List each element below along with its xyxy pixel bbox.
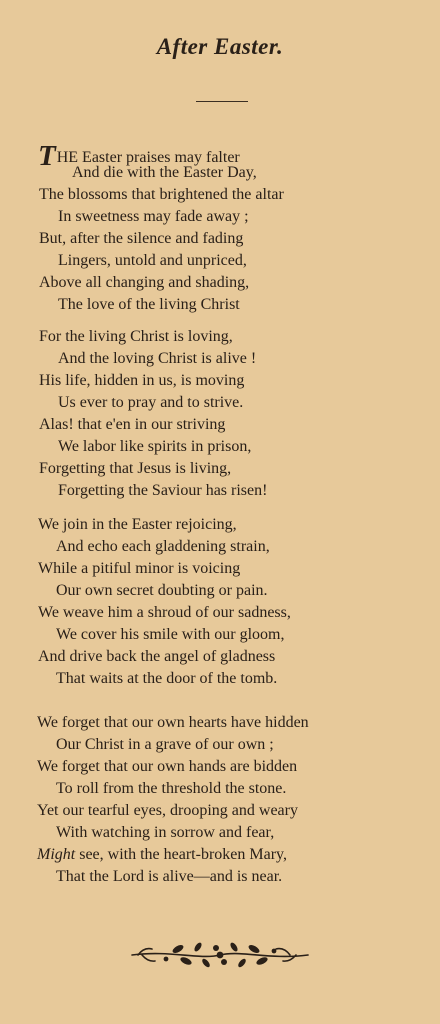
poem-line: Forgetting that Jesus is living,: [39, 460, 232, 477]
poem-line: With watching in sorrow and fear,: [56, 824, 275, 841]
poem-line: Above all changing and shading,: [39, 274, 250, 291]
poem-line: That the Lord is alive—and is near.: [56, 868, 283, 885]
poem-line: Our own secret doubting or pain.: [56, 582, 268, 599]
poem-line: We forget that our own hearts have hidden: [37, 714, 309, 731]
poem-title: After Easter.: [156, 34, 284, 59]
poem-line: We forget that our own hands are bidden: [37, 758, 298, 775]
floral-ornament-icon: [130, 938, 310, 972]
poem-line: And drive back the angel of gladness: [38, 648, 276, 665]
poem-line: The blossoms that brightened the altar: [39, 186, 284, 203]
poem-line: Might see, with the heart-broken Mary,: [37, 846, 287, 863]
poem-line: Our Christ in a grave of our own ;: [56, 736, 274, 753]
poem-line: And the loving Christ is alive !: [58, 350, 257, 367]
poem-line: The love of the living Christ: [58, 296, 240, 313]
poem-line: Yet our tearful eyes, drooping and weary: [37, 802, 298, 819]
poem-line: While a pitiful minor is voicing: [38, 560, 241, 577]
poem-line: We join in the Easter rejoicing,: [38, 516, 237, 533]
poem-line: Forgetting the Saviour has risen!: [58, 482, 268, 499]
poem-line: We labor like spirits in prison,: [58, 438, 252, 455]
poem-line: That waits at the door of the tomb.: [56, 670, 278, 687]
poem-line: THE Easter praises may falter: [38, 140, 240, 172]
poem-line: Lingers, untold and unpriced,: [58, 252, 247, 269]
poem-line: In sweetness may fade away ;: [58, 208, 249, 225]
poem-line: Us ever to pray and to strive.: [58, 394, 244, 411]
poem-line: His life, hidden in us, is moving: [39, 372, 245, 389]
poem-line: And die with the Easter Day,: [72, 164, 257, 181]
title-rule: [196, 101, 248, 102]
poem-line: To roll from the threshold the stone.: [56, 780, 287, 797]
poem-line: But, after the silence and fading: [39, 230, 244, 247]
poem-line: And echo each gladdening strain,: [56, 538, 270, 555]
poem-line: Alas! that e'en in our striving: [39, 416, 226, 433]
drop-cap: T: [38, 140, 56, 172]
poem-line: We weave him a shroud of our sadness,: [38, 604, 291, 621]
italic-word: Might: [37, 846, 76, 863]
poem-line: We cover his smile with our gloom,: [56, 626, 285, 643]
poem-line: For the living Christ is loving,: [39, 328, 233, 345]
